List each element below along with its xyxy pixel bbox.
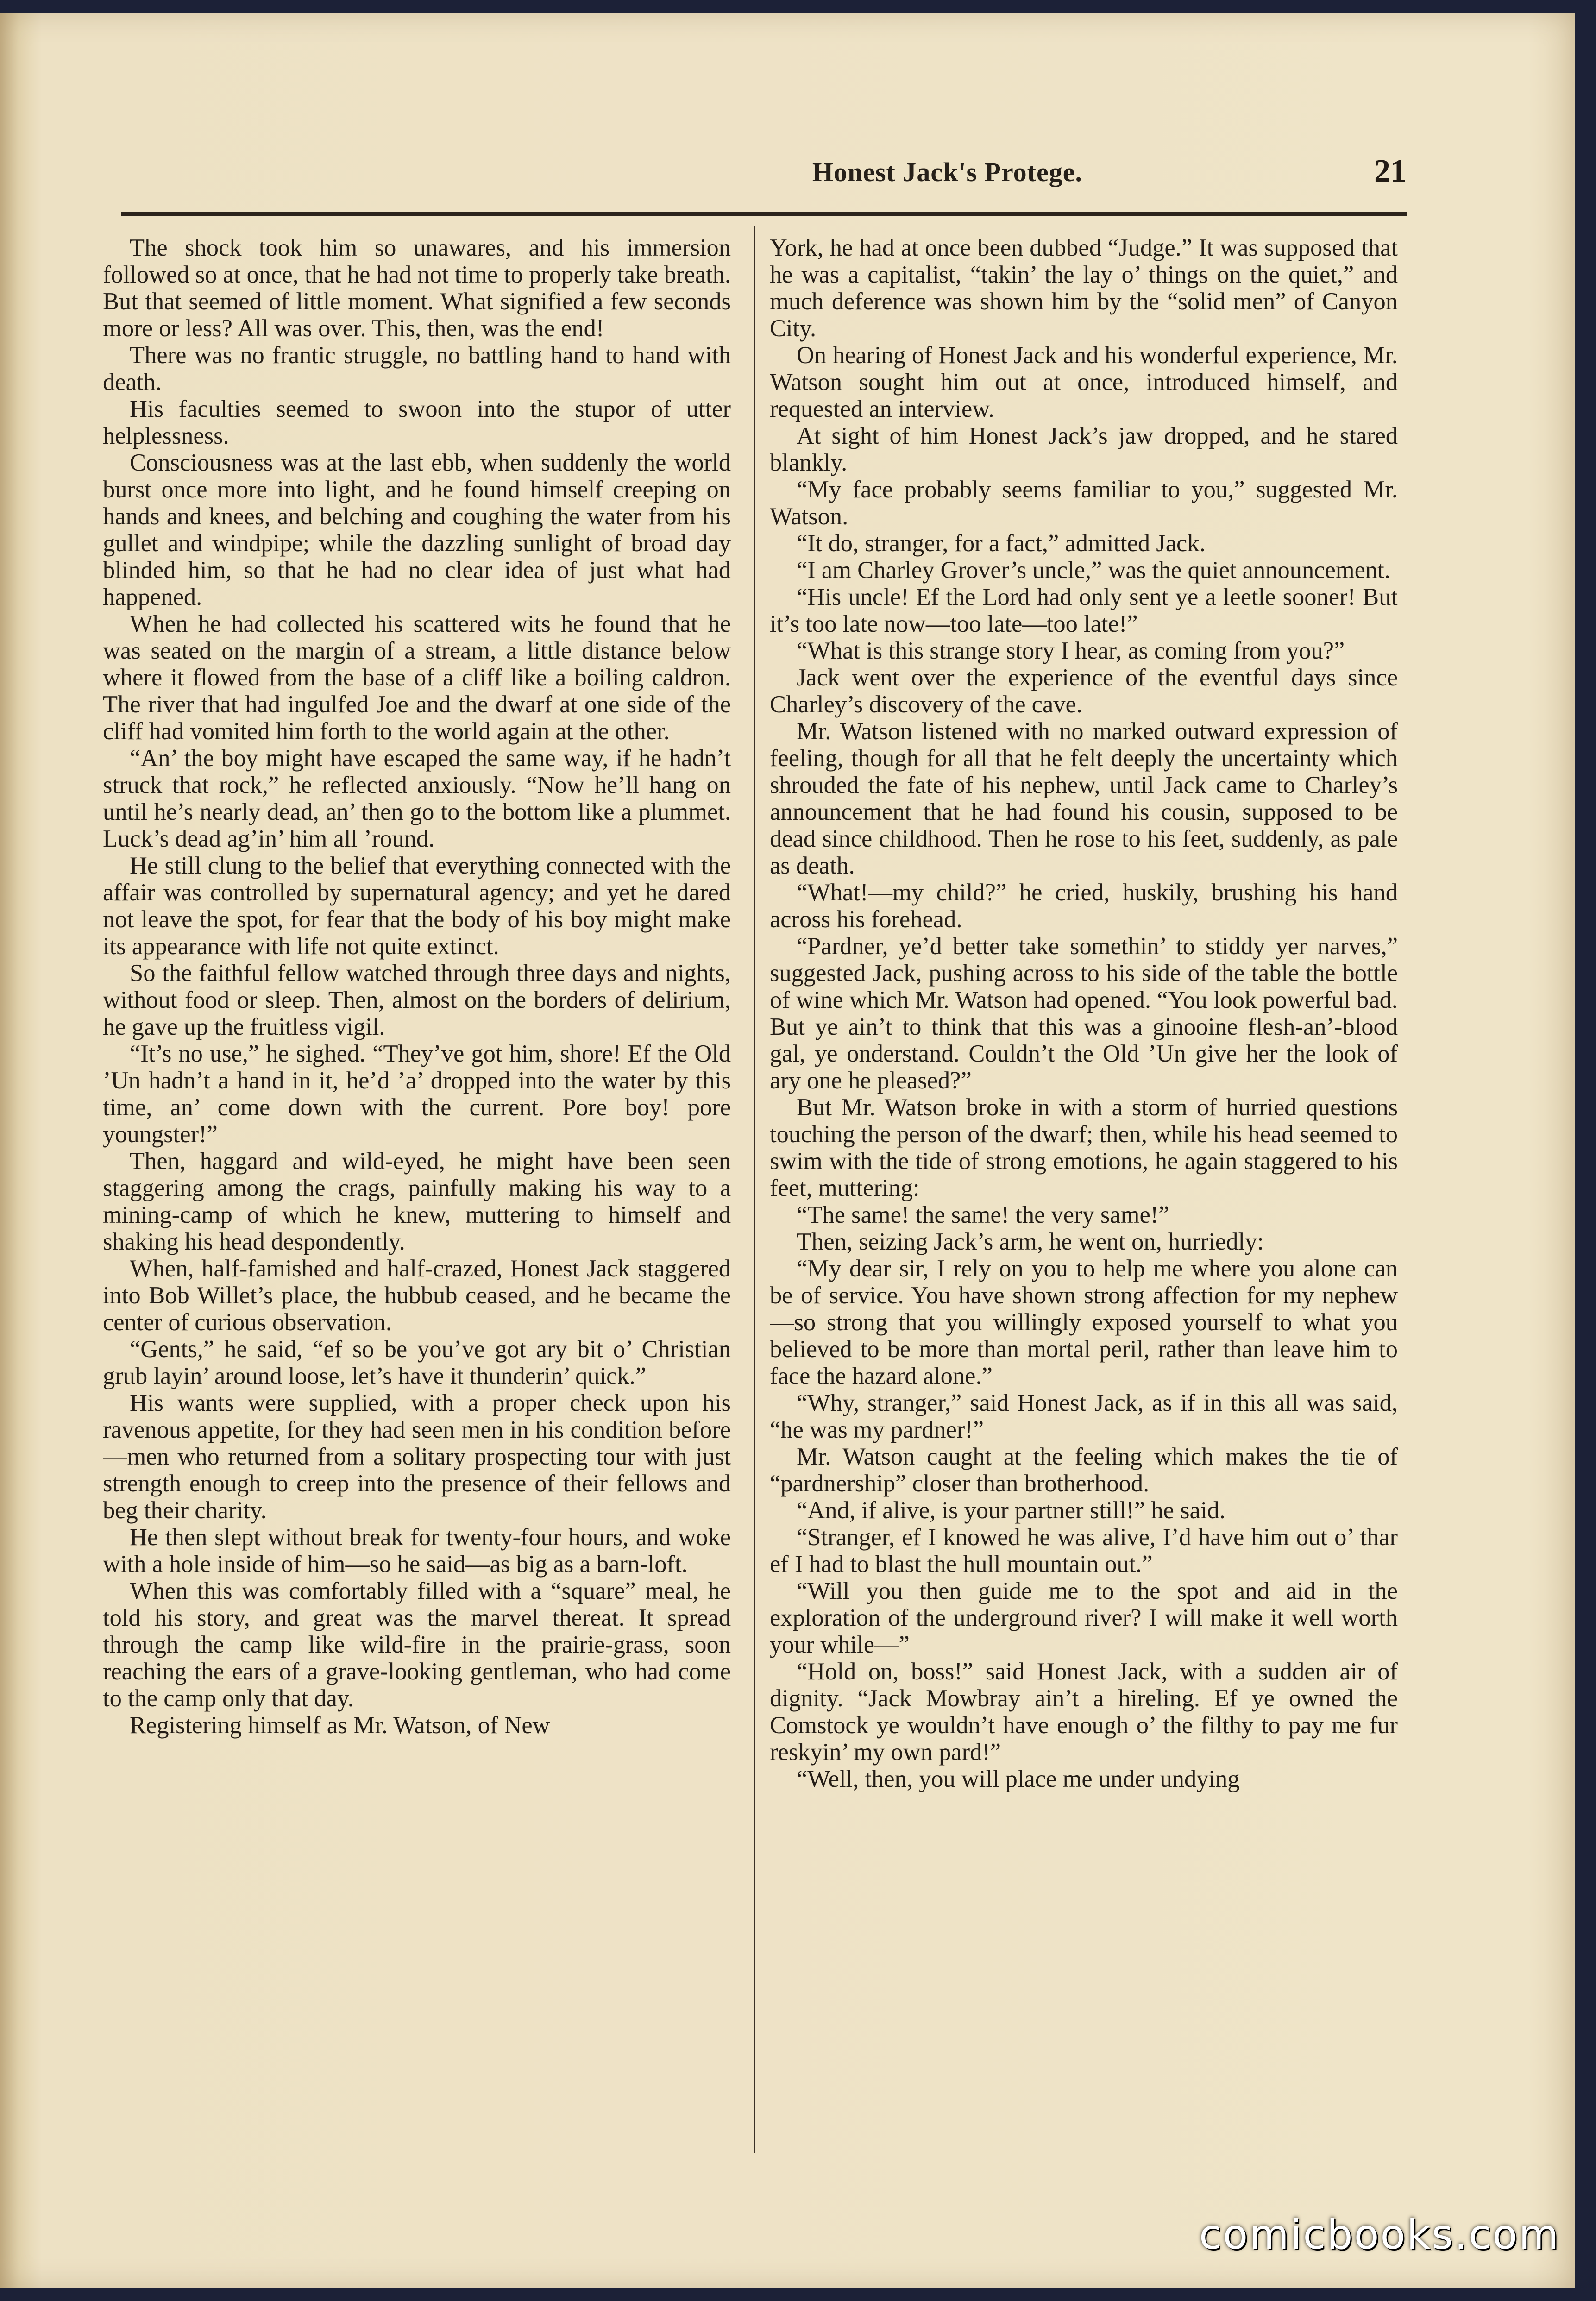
paragraph: There was no frantic struggle, no battling hand to hand with death.: [103, 342, 731, 396]
paragraph: “What!—my child?” he cried, huskily, brushing his hand across his forehead.: [770, 879, 1398, 933]
paragraph: “And, if alive, is your partner still!” he said.: [797, 1497, 1225, 1524]
paragraph: Jack went over the experience of the eventful days since Charley’s discovery of the cave.: [770, 664, 1398, 718]
page-number: 21: [1374, 153, 1407, 189]
paragraph: Registering himself as Mr. Watson, of New: [130, 1712, 550, 1739]
paragraph: “Will you then guide me to the spot and aid in the exploration of the underground river? I will make it well worth your while—”: [770, 1578, 1398, 1658]
paragraph: Mr. Watson listened with no marked outward expression of feeling, though for all that he felt deeply the uncertainty which shrouded the fate of his nephew, until Jack came to Charley’s announcement that he had found his cousin, supposed to be dead since childhood. Then he rose to his feet, suddenly, as pale as death.: [770, 718, 1398, 879]
paragraph: “Gents,” he said, “ef so be you’ve got ary bit o’ Christian grub layin’ around loose, let’s have it thunderin’ quick.”: [103, 1336, 731, 1389]
paragraph: At sight of him Honest Jack’s jaw dropped, and he stared blankly.: [770, 422, 1398, 476]
header-rule: [121, 212, 1407, 216]
paragraph: He still clung to the belief that everything connected with the affair was controlled by supernatural agency; and yet he dared not leave the spot, for fear that the body of his boy might make its appearance with life not quite extinct.: [103, 852, 731, 960]
paragraph: York, he had at once been dubbed “Judge.” It was supposed that he was a capitalist, “takin’ the lay o’ things on the quiet,” and much deference was shown him by the “solid men” of Canyon City.: [770, 234, 1398, 342]
paragraph: So the faithful fellow watched through three days and nights, without food or sleep. Then, almost on the borders of delirium, he gave up the fruitless vigil.: [103, 960, 731, 1040]
running-title: Honest Jack's Protege.: [812, 157, 1082, 187]
paragraph: “The same! the same! the very same!”: [797, 1201, 1169, 1228]
column-divider: [754, 226, 755, 2153]
paragraph: When he had collected his scattered wits he found that he was seated on the margin of a stream, a little distance below where it flowed from the base of a cliff like a boiling caldron. The river that had ingulfed Joe and the dwarf at one side of the cliff had vomited him forth to the world again at the other.: [103, 610, 731, 745]
paragraph: Mr. Watson caught at the feeling which makes the tie of “pardnership” closer than brotherhood.: [770, 1443, 1398, 1497]
book-page: [0, 13, 1575, 2288]
paragraph: When, half-famished and half-crazed, Honest Jack staggered into Bob Willet’s place, the hubbub ceased, and he became the center of curious observation.: [103, 1255, 731, 1336]
paragraph: Consciousness was at the last ebb, when suddenly the world burst once more into light, and he found himself creeping on hands and knees, and belching and coughing the water from his gullet and windpipe; while the dazzling sunlight of broad day blinded him, so that he had no clear idea of just what had happened.: [103, 449, 731, 610]
right-column: [770, 234, 1398, 2161]
page-header: [121, 147, 1407, 203]
paragraph: His faculties seemed to swoon into the stupor of utter helplessness.: [103, 396, 731, 449]
watermark-text: comicbooks.com: [1199, 2211, 1560, 2258]
paragraph: “Why, stranger,” said Honest Jack, as if in this all was said, “he was my pardner!”: [770, 1389, 1398, 1443]
paragraph: “An’ the boy might have escaped the same way, if he hadn’t struck that rock,” he reflected anxiously. “Now he’ll hang on until he’s nearly dead, an’ then go to the bottom like a plummet. Luck’s dead ag’in’ him all ’round.: [103, 745, 731, 852]
paragraph: “It’s no use,” he sighed. “They’ve got him, shore! Ef the Old ’Un hadn’t a hand in it, he’d ’a’ dropped into the water by this time, an’ come down with the current. Pore boy! pore youngster!”: [103, 1040, 731, 1148]
paragraph: “My dear sir, I rely on you to help me where you alone can be of service. You have shown strong affection for my nephew—so strong that you willingly exposed yourself to what you believed to be more than mortal peril, rather than leave him to face the hazard alone.”: [770, 1255, 1398, 1389]
paragraph: “My face probably seems familiar to you,” suggested Mr. Watson.: [770, 476, 1398, 530]
paragraph: But Mr. Watson broke in with a storm of hurried questions touching the person of the dwarf; then, while his head seemed to swim with the tide of strong emotions, he again staggered to his feet, muttering:: [770, 1094, 1398, 1201]
paragraph: Then, haggard and wild-eyed, he might have been seen staggering among the crags, painfully making his way to a mining-camp of which he knew, muttering to himself and shaking his head despondently.: [103, 1148, 731, 1255]
left-column: [103, 234, 731, 2161]
paragraph: The shock took him so unawares, and his immersion followed so at once, that he had not time to properly take breath. But that seemed of little moment. What signified a few seconds more or less? All was over. This, then, was the end!: [103, 234, 731, 342]
paragraph: “His uncle! Ef the Lord had only sent ye a leetle sooner! But it’s too late now—too late—too late!”: [770, 584, 1398, 637]
paragraph: “Pardner, ye’d better take somethin’ to stiddy yer narves,” suggested Jack, pushing across to his side of the table the bottle of wine which Mr. Watson had opened. “You look powerful bad. But ye ain’t to think that this was a ginooine flesh-an’-blood gal, ye onderstand. Couldn’t the Old ’Un give her the look of ary one he pleased?”: [770, 933, 1398, 1094]
paragraph: He then slept without break for twenty-four hours, and woke with a hole inside of him—so he said—as big as a barn-loft.: [103, 1524, 731, 1578]
paragraph: When this was comfortably filled with a “square” meal, he told his story, and great was the marvel thereat. It spread through the camp like wild-fire in the prairie-grass, soon reaching the ears of a grave-looking gentleman, who had come to the camp only that day.: [103, 1578, 731, 1712]
paragraph: “Well, then, you will place me under undying: [797, 1766, 1240, 1792]
paragraph: “What is this strange story I hear, as coming from you?”: [797, 637, 1345, 664]
paragraph: “Hold on, boss!” said Honest Jack, with a sudden air of dignity. “Jack Mowbray ain’t a hireling. Ef ye owned the Comstock ye wouldn’t have enough o’ the filthy to pay me fur reskyin’ my own pard!”: [770, 1658, 1398, 1766]
paragraph: Then, seizing Jack’s arm, he went on, hurriedly:: [797, 1228, 1264, 1255]
paragraph: His wants were supplied, with a proper check upon his ravenous appetite, for they had seen men in his condition before—men who returned from a solitary prospecting tour with just strength enough to creep into the presence of their fellows and beg their charity.: [103, 1389, 731, 1524]
paragraph: On hearing of Honest Jack and his wonderful experience, Mr. Watson sought him out at once, introduced himself, and requested an interview.: [770, 342, 1398, 422]
paragraph: “Stranger, ef I knowed he was alive, I’d have him out o’ thar ef I had to blast the hull mountain out.”: [770, 1524, 1398, 1578]
paragraph: “I am Charley Grover’s uncle,” was the quiet announcement.: [797, 557, 1390, 584]
paragraph: “It do, stranger, for a fact,” admitted Jack.: [797, 530, 1206, 557]
